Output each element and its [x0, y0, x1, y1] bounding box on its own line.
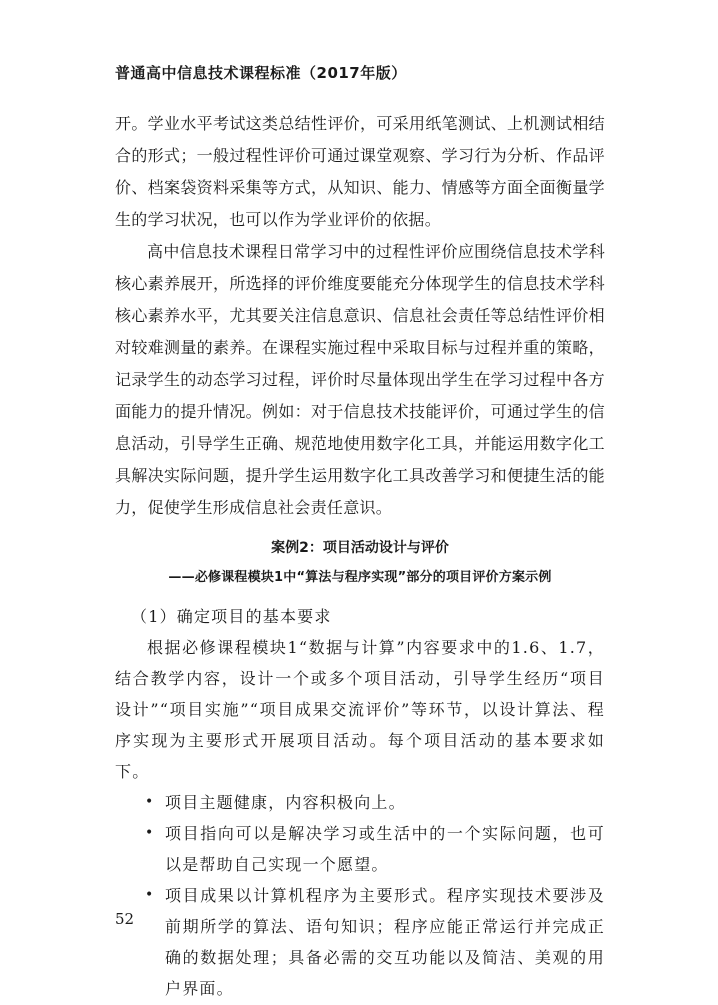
requirements-list — [115, 787, 605, 1004]
section-intro: 根据必修课程模块1“数据与计算”内容要求中的1.6、1.7，结合教学内容，设计一个或多个项目活动，引导学生经历“项目设计”“项目实施”“项目成果交流评价”等环节，以设计算法、程序实现为主要形式开展项目活动。每个项目活动的基本要求如下。 — [115, 638, 605, 781]
page-number: 52 — [115, 910, 135, 928]
list-item-text: 项目成果以计算机程序为主要形式。程序实现技术要涉及前期所学的算法、语句知识；程序应能正常运行并完成正确的数据处理；具备必需的交互功能以及简洁、美观的用户界面。 — [165, 886, 605, 998]
section-basic-requirements — [115, 601, 605, 1004]
list-item — [115, 787, 605, 818]
paragraph-continuation: 开。学业水平考试这类总结性评价，可采用纸笔测试、上机测试相结合的形式；一般过程性评价可通过课堂观察、学习行为分析、作品评价、档案袋资料采集等方式，从知识、能力、情感等方面全面衡量学生的学习状况，也可以作为学业评价的依据。 — [115, 114, 605, 229]
page-body — [115, 108, 605, 1004]
case-subtitle: ——必修课程模块1中“算法与程序实现”部分的项目评价方案示例 — [168, 570, 552, 585]
list-item-text: 项目指向可以是解决学习或生活中的一个实际问题，也可以是帮助自己实现一个愿望。 — [165, 824, 605, 874]
running-header: 普通高中信息技术课程标准（2017年版） — [115, 64, 407, 82]
list-item — [115, 880, 605, 1004]
bullet-icon: • — [145, 825, 155, 841]
bullet-icon: • — [145, 794, 155, 810]
list-item — [115, 818, 605, 880]
paragraph-process-evaluation: 高中信息技术课程日常学习中的过程性评价应围绕信息技术学科核心素养展开，所选择的评价维度要能充分体现学生的信息技术学科核心素养水平，尤其要关注信息意识、信息社会责任等总结性评价相对较难测量的素养。在课程实施过程中采取目标与过程并重的策略，记录学生的动态学习过程，评价时尽量体现出学生在学习过程中各方面能力的提升情况。例如：对于信息技术技能评价，可通过学生的信息活动，引导学生正确、规范地使用数字化工具，并能运用数字化工具解决实际问题，提升学生运用数字化工具改善学习和便捷生活的能力，促使学生形成信息社会责任意识。 — [115, 242, 605, 517]
bullet-icon: • — [145, 887, 155, 903]
list-item-text: 项目主题健康，内容积极向上。 — [165, 793, 406, 812]
case-title: 案例2：项目活动设计与评价 — [271, 540, 449, 556]
section-heading: （1）确定项目的基本要求 — [131, 607, 332, 626]
